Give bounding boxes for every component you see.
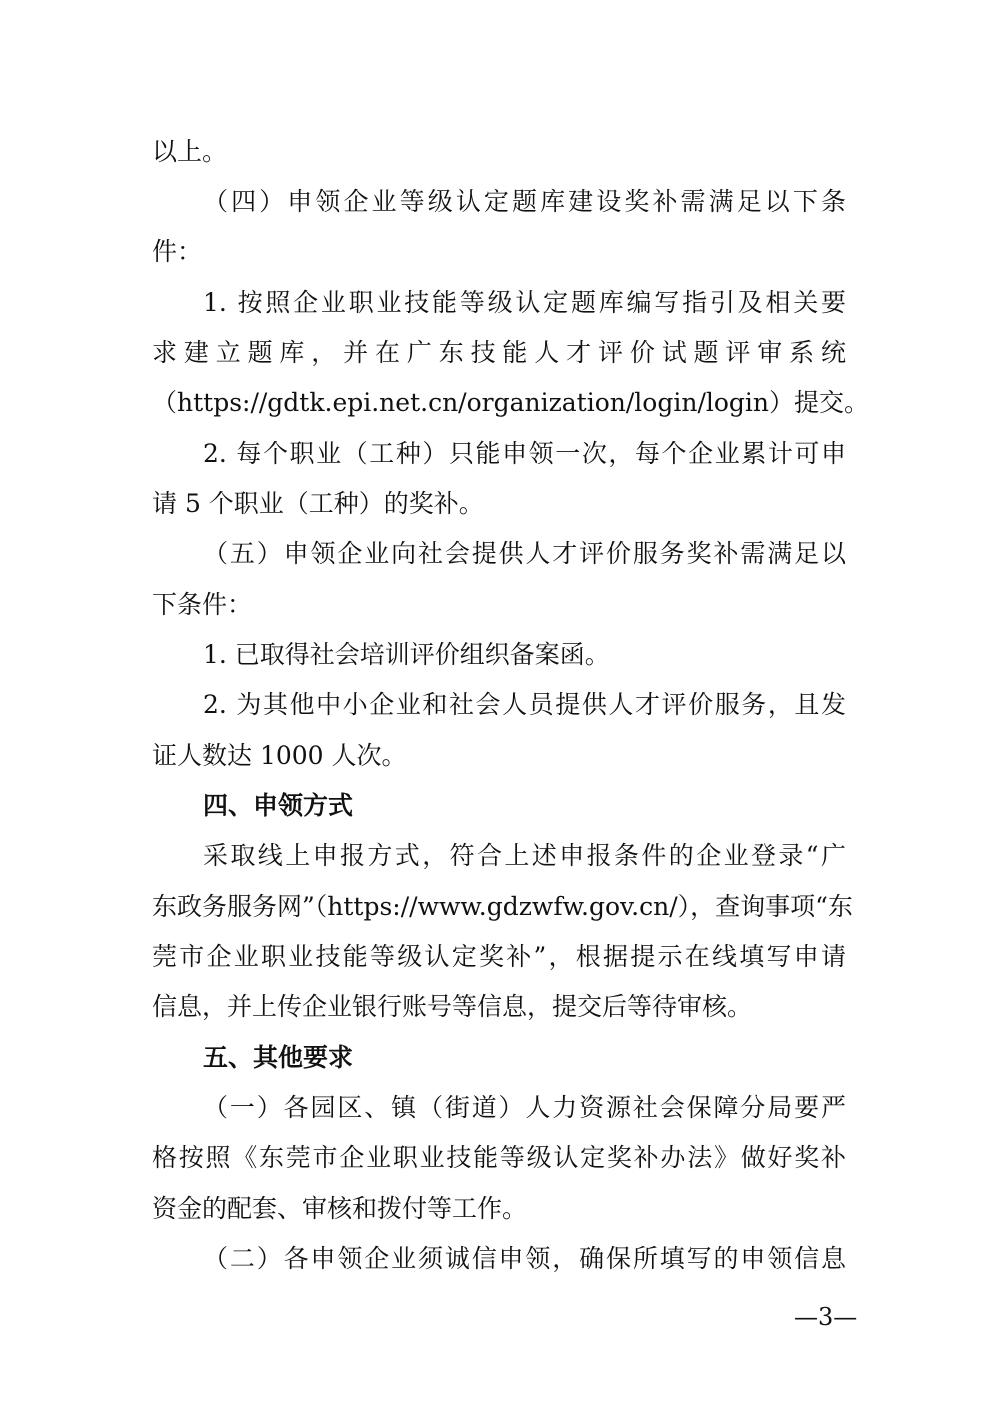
text-line: 采取线上申报方式，符合上述申报条件的企业登录“广 bbox=[203, 841, 846, 870]
text-line: 求建立题库，并在广东技能人才评价试题评审系统 bbox=[152, 338, 846, 367]
text-line: 下条件： bbox=[152, 590, 253, 619]
text-line: 证人数达 1000 人次。 bbox=[152, 741, 407, 770]
text-line-item-1: 1. 按照企业职业技能等级认定题库编写指引及相关要 bbox=[203, 288, 846, 317]
text-line-item-1: 1. 已取得社会培训评价组织备案函。 bbox=[203, 640, 610, 669]
text-line-url: 东政务服务网”（https://www.gdzwfw.gov.cn/），查询事项“东 bbox=[152, 892, 853, 921]
page-number: —3— bbox=[794, 1303, 858, 1331]
text-line-section-5-heading: （五）申领企业向社会提供人才评价服务奖补需满足以 bbox=[203, 539, 846, 568]
text-line-url: （https://gdtk.epi.net.cn/organization/login/login）提交。 bbox=[152, 388, 870, 417]
text-line-item-2: 2. 为其他中小企业和社会人员提供人才评价服务，且发 bbox=[203, 690, 846, 719]
text-line: 莞市企业职业技能等级认定奖补”，根据提示在线填写申请 bbox=[152, 942, 846, 971]
section-heading-application-method: 四、申领方式 bbox=[203, 791, 354, 820]
text-line-item-2: 2. 每个职业（工种）只能申领一次，每个企业累计可申 bbox=[203, 439, 846, 468]
text-line-item-2: （二）各申领企业须诚信申领，确保所填写的申领信息 bbox=[203, 1244, 846, 1273]
text-line-continuation: 以上。 bbox=[152, 137, 228, 166]
text-line: 信息，并上传企业银行账号等信息，提交后等待审核。 bbox=[152, 992, 753, 1021]
text-line: 请 5 个职业（工种）的奖补。 bbox=[152, 489, 484, 518]
text-line: 资金的配套、审核和拨付等工作。 bbox=[152, 1194, 528, 1223]
text-line: 件： bbox=[152, 237, 203, 266]
text-line-item-1: （一）各园区、镇（街道）人力资源社会保障分局要严 bbox=[203, 1093, 846, 1122]
text-line: 格按照《东莞市企业职业技能等级认定奖补办法》做好奖补 bbox=[152, 1143, 846, 1172]
section-heading-other-requirements: 五、其他要求 bbox=[203, 1043, 354, 1072]
text-line-section-4-heading: （四）申领企业等级认定题库建设奖补需满足以下条 bbox=[203, 187, 846, 216]
